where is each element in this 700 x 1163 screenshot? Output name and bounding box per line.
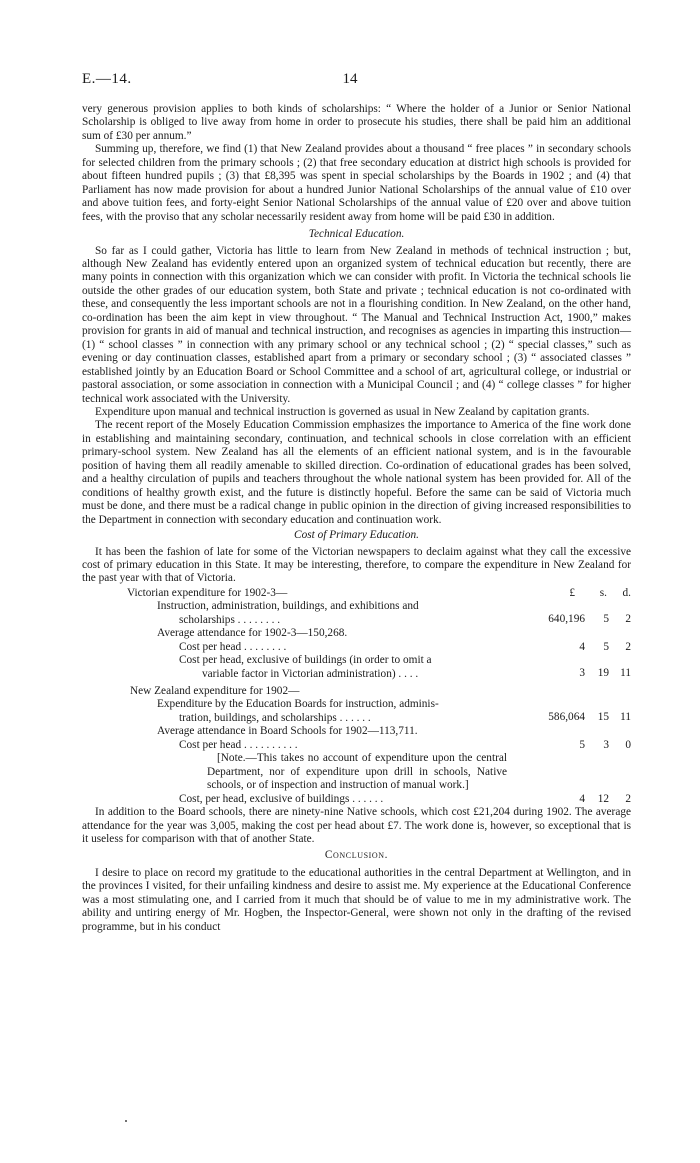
- cost-primary-education-heading: Cost of Primary Education.: [294, 529, 419, 542]
- victorian-cost-per-head-row: [82, 641, 631, 654]
- amount-pounds: 4: [579, 640, 585, 653]
- scholarship-paragraph: very generous provision applies to both kinds of scholarships: “ Where the holder of a Junior or Senior National Scholarship is obliged to live away from home in order to prosecute his studies, there shall be paid him an additional sum of £30 per annum.”: [82, 103, 631, 142]
- amount-pence: 2: [625, 792, 631, 805]
- amount-shillings: 19: [597, 667, 609, 680]
- nz-exclusive-row: [82, 793, 631, 806]
- summary-paragraph: Summing up, therefore, we find (1) that New Zealand provides about a thousand “ free places ” in secondary schools for selected children from the primary schools ; (2) that free secondary education at district high schools is provided for about fifteen hundred pupils ; (3) that £8,395 was spent in special scholarships by the Boards in 1902 ; and (4) that Parliament has now made provision for about a hundred Junior National Scholarships of the annual value of £10 over and above tuition fees, and forty-eight Senior National Scholarships of the annual value of £20 over and above tuition fees, with the proviso that any scholar necessarily resident away from home will be paid £30 in addition.: [82, 143, 631, 223]
- victorian-attendance-row: [82, 627, 631, 640]
- conclusion-paragraph: I desire to place on record my gratitude to the educational authorities in the central Department at Wellington, and in the provinces I visited, for their unfailing kindness and desire to assist me. My experience at the Educational Conference was a most stimulating one, and I carried from it much that should be of value to me in my administrative work. The ability and untiring energy of Mr. Hogben, the Inspector-General, were shown not only in the drafting of the revised programme, but in his conduct: [82, 866, 631, 933]
- nz-boards-label-1: Expenditure by the Education Boards for instruction, adminis-: [157, 698, 439, 711]
- technical-paragraph-2: Expenditure upon manual and technical instruction is governed as usual in New Zealand by capitation grants.: [95, 405, 590, 418]
- document-reference: E.—14.: [82, 71, 132, 87]
- amount-pence: 11: [620, 667, 631, 680]
- native-schools-paragraph: In addition to the Board schools, there are ninety-nine Native schools, which cost £21,204 during 1902. The average attendance for the year was 3,005, making the cost per head about £7. The work done is, however, so exceptional that is it useless for comparison with that of another State.: [82, 806, 631, 846]
- nz-expenditure-title: New Zealand expenditure for 1902—: [130, 685, 300, 698]
- amount-pence: 11: [620, 711, 631, 724]
- currency-shillings: s.: [599, 586, 607, 599]
- technical-education-heading: Technical Education.: [308, 228, 405, 241]
- amount-pence: 2: [625, 613, 631, 626]
- victorian-exclusive-label-2: variable factor in Victorian administration) . . . .: [202, 667, 419, 680]
- page-body: [82, 103, 631, 934]
- technical-paragraph-1: So far as I could gather, Victoria has little to learn from New Zealand in methods of technical instruction ; but, although New Zealand has evidently entered upon an organized system of technical education but recently, there are many points in connection with this organization which we can consider with profit. In Victoria the technical schools lie outside the other grades of our education system, both State and private ; technical education is not co-ordinated with these, and consequently the less important schools are not in a flourishing condition. In New Zealand, on the other hand, co-ordination has been the aim kept in view throughout. “ The Manual and Technical Instruction Act, 1900,” makes provision for grants in aid of manual and technical instruction, and recognises as agencies in imparting this instruction—(1) “ school classes ” in connection with any primary school or any technical school ; (2) “ special classes,” such as evening or day continuation classes, established apart from a primary or secondary school ; (3) “ associated classes ” established jointly by an Education Board or School Committee and a school of art, agricultural college, or industrial or pastoral association, or some association in connection with a Municipal Council ; and (4) “ college classes ” for higher technical work associated with the University.: [82, 244, 631, 405]
- victorian-cost-per-head-label: Cost per head . . . . . . . .: [179, 640, 287, 653]
- nz-attendance-row: [82, 725, 631, 738]
- stray-ink-mark: [125, 1120, 127, 1122]
- currency-pounds: £: [569, 586, 575, 599]
- nz-title-row: [82, 685, 631, 698]
- victorian-title-row: [82, 587, 631, 600]
- nz-cost-per-head-row: [82, 739, 631, 752]
- amount-pounds: 5: [579, 738, 585, 751]
- victorian-attendance: Average attendance for 1902-3—150,268.: [157, 627, 348, 640]
- amount-shillings: 3: [603, 738, 609, 751]
- victorian-exclusive-label-1: Cost per head, exclusive of buildings (in order to omit a: [179, 654, 432, 667]
- conclusion-heading: Conclusion.: [324, 849, 389, 862]
- currency-pence: d.: [622, 586, 631, 599]
- amount-shillings: 15: [597, 711, 609, 724]
- amount-shillings: 12: [597, 792, 609, 805]
- amount-shillings: 5: [603, 613, 609, 626]
- amount-shillings: 5: [603, 640, 609, 653]
- victorian-instruction-label-2: scholarships . . . . . . . .: [179, 613, 281, 626]
- amount-pounds: 3: [579, 667, 585, 680]
- amount-pounds: 586,064: [548, 711, 585, 724]
- victorian-instruction-row: [82, 600, 631, 627]
- nz-cost-per-head-label: Cost per head . . . . . . . . . .: [179, 738, 298, 751]
- nz-boards-label-2: tration, buildings, and scholarships . . . . . .: [179, 711, 371, 724]
- victorian-instruction-label-1: Instruction, administration, buildings, and exhibitions and: [157, 600, 419, 613]
- victorian-expenditure-title: Victorian expenditure for 1902-3—: [127, 586, 288, 599]
- nz-exclusive-label: Cost, per head, exclusive of buildings . . . . . .: [179, 792, 384, 805]
- victorian-exclusive-row: [82, 654, 631, 681]
- nz-boards-row: [82, 698, 631, 725]
- amount-pence: 0: [625, 738, 631, 751]
- nz-attendance: Average attendance in Board Schools for 1902—113,711.: [157, 725, 418, 738]
- technical-paragraph-3: The recent report of the Mosely Education Commission emphasizes the importance to America of the fine work done in establishing and maintaining secondary, continuation, and technical schools in close correlation with an efficient primary-school system. New Zealand has all the elements of an efficient national system, and is in the favourable position of having them all readily amenable to skilled direction. Co-ordination of educational grades has been solved, and a healthy circulation of pupils and teachers throughout the whole national system has been provided for. All of the conditions of healthy growth exist, and the future is distinctly hopeful. Before the same can be said of Victoria much must be done, and there must be a radical change in public opinion in the direction of giving increased responsibilities to the Department in connection with secondary education and continuation work.: [82, 419, 631, 526]
- amount-pence: 2: [625, 640, 631, 653]
- amount-pounds: 4: [579, 792, 585, 805]
- amount-pounds: 640,196: [548, 613, 585, 626]
- nz-note-row: [82, 752, 631, 792]
- page-number: 14: [342, 71, 358, 87]
- nz-note: [Note.—This takes no account of expenditure upon the central Department, nor of expenditure upon drill in schools, Native schools, or of inspection and instruction of manual work.]: [207, 752, 507, 792]
- cost-intro-paragraph: It has been the fashion of late for some of the Victorian newspapers to declaim against what they call the excessive cost of primary education in this State. It may be interesting, therefore, to compare the expenditure in New Zealand for the past year with that of Victoria.: [82, 545, 631, 585]
